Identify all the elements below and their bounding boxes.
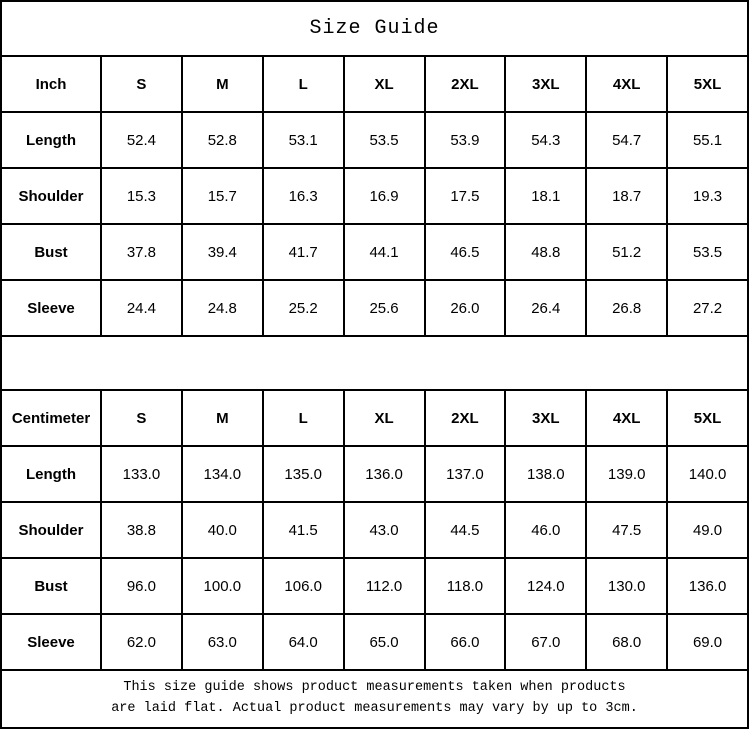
value-cell: 25.6 xyxy=(344,280,425,336)
value-cell: 53.5 xyxy=(667,224,748,280)
value-cell: 26.0 xyxy=(425,280,506,336)
footer-line-2: are laid flat. Actual product measurements may vary by up to 3cm. xyxy=(111,701,638,716)
value-cell: 38.8 xyxy=(101,502,182,558)
value-cell: 37.8 xyxy=(101,224,182,280)
table-row xyxy=(1,280,748,336)
size-header-cell: 3XL xyxy=(505,390,586,446)
size-header-cell: L xyxy=(263,390,344,446)
row-label-cell: Length xyxy=(1,112,101,168)
row-label-cell: Shoulder xyxy=(1,502,101,558)
value-cell: 16.9 xyxy=(344,168,425,224)
size-header-cell: XL xyxy=(344,56,425,112)
value-cell: 136.0 xyxy=(667,558,748,614)
row-label-cell: Length xyxy=(1,446,101,502)
value-cell: 139.0 xyxy=(586,446,667,502)
footer-note xyxy=(0,671,749,729)
value-cell: 43.0 xyxy=(344,502,425,558)
value-cell: 138.0 xyxy=(505,446,586,502)
size-header-cell: 5XL xyxy=(667,390,748,446)
value-cell: 112.0 xyxy=(344,558,425,614)
value-cell: 44.5 xyxy=(425,502,506,558)
value-cell: 67.0 xyxy=(505,614,586,670)
value-cell: 18.1 xyxy=(505,168,586,224)
value-cell: 44.1 xyxy=(344,224,425,280)
value-cell: 41.5 xyxy=(263,502,344,558)
size-header-cell: 4XL xyxy=(586,56,667,112)
value-cell: 16.3 xyxy=(263,168,344,224)
value-cell: 49.0 xyxy=(667,502,748,558)
value-cell: 137.0 xyxy=(425,446,506,502)
value-cell: 17.5 xyxy=(425,168,506,224)
value-cell: 106.0 xyxy=(263,558,344,614)
value-cell: 66.0 xyxy=(425,614,506,670)
table-header-row xyxy=(1,390,748,446)
value-cell: 52.8 xyxy=(182,112,263,168)
row-label-cell: Shoulder xyxy=(1,168,101,224)
value-cell: 24.4 xyxy=(101,280,182,336)
value-cell: 52.4 xyxy=(101,112,182,168)
value-cell: 54.3 xyxy=(505,112,586,168)
size-header-cell: 2XL xyxy=(425,390,506,446)
value-cell: 140.0 xyxy=(667,446,748,502)
size-header-cell: M xyxy=(182,390,263,446)
size-header-cell: XL xyxy=(344,390,425,446)
value-cell: 26.4 xyxy=(505,280,586,336)
table-row xyxy=(1,168,748,224)
value-cell: 136.0 xyxy=(344,446,425,502)
value-cell: 62.0 xyxy=(101,614,182,670)
table-row xyxy=(1,446,748,502)
value-cell: 96.0 xyxy=(101,558,182,614)
value-cell: 64.0 xyxy=(263,614,344,670)
value-cell: 134.0 xyxy=(182,446,263,502)
table-row xyxy=(1,558,748,614)
size-header-cell: 2XL xyxy=(425,56,506,112)
value-cell: 40.0 xyxy=(182,502,263,558)
size-header-cell: M xyxy=(182,56,263,112)
value-cell: 68.0 xyxy=(586,614,667,670)
table-row xyxy=(1,224,748,280)
value-cell: 53.9 xyxy=(425,112,506,168)
value-cell: 124.0 xyxy=(505,558,586,614)
size-header-cell: 4XL xyxy=(586,390,667,446)
size-header-cell: L xyxy=(263,56,344,112)
value-cell: 26.8 xyxy=(586,280,667,336)
value-cell: 55.1 xyxy=(667,112,748,168)
value-cell: 18.7 xyxy=(586,168,667,224)
value-cell: 51.2 xyxy=(586,224,667,280)
value-cell: 15.3 xyxy=(101,168,182,224)
value-cell: 65.0 xyxy=(344,614,425,670)
value-cell: 48.8 xyxy=(505,224,586,280)
row-label-cell: Bust xyxy=(1,224,101,280)
value-cell: 46.0 xyxy=(505,502,586,558)
value-cell: 39.4 xyxy=(182,224,263,280)
size-header-cell: 5XL xyxy=(667,56,748,112)
value-cell: 135.0 xyxy=(263,446,344,502)
value-cell: 63.0 xyxy=(182,614,263,670)
cm-table xyxy=(0,389,749,671)
table-row xyxy=(1,614,748,670)
value-cell: 24.8 xyxy=(182,280,263,336)
value-cell: 69.0 xyxy=(667,614,748,670)
row-label-cell: Sleeve xyxy=(1,614,101,670)
row-label-cell: Sleeve xyxy=(1,280,101,336)
unit-header-cell: Inch xyxy=(1,56,101,112)
table-header-row xyxy=(1,56,748,112)
table-row xyxy=(1,112,748,168)
value-cell: 53.1 xyxy=(263,112,344,168)
value-cell: 47.5 xyxy=(586,502,667,558)
value-cell: 54.7 xyxy=(586,112,667,168)
footer-line-1: This size guide shows product measurements taken when products xyxy=(123,680,626,696)
table-spacer xyxy=(0,337,749,389)
unit-header-cell: Centimeter xyxy=(1,390,101,446)
page-title: Size Guide xyxy=(0,0,749,55)
inch-table xyxy=(0,55,749,337)
value-cell: 100.0 xyxy=(182,558,263,614)
value-cell: 19.3 xyxy=(667,168,748,224)
value-cell: 25.2 xyxy=(263,280,344,336)
table-row xyxy=(1,502,748,558)
row-label-cell: Bust xyxy=(1,558,101,614)
value-cell: 130.0 xyxy=(586,558,667,614)
size-header-cell: 3XL xyxy=(505,56,586,112)
size-header-cell: S xyxy=(101,390,182,446)
value-cell: 15.7 xyxy=(182,168,263,224)
value-cell: 46.5 xyxy=(425,224,506,280)
value-cell: 27.2 xyxy=(667,280,748,336)
size-header-cell: S xyxy=(101,56,182,112)
value-cell: 41.7 xyxy=(263,224,344,280)
value-cell: 53.5 xyxy=(344,112,425,168)
value-cell: 133.0 xyxy=(101,446,182,502)
value-cell: 118.0 xyxy=(425,558,506,614)
